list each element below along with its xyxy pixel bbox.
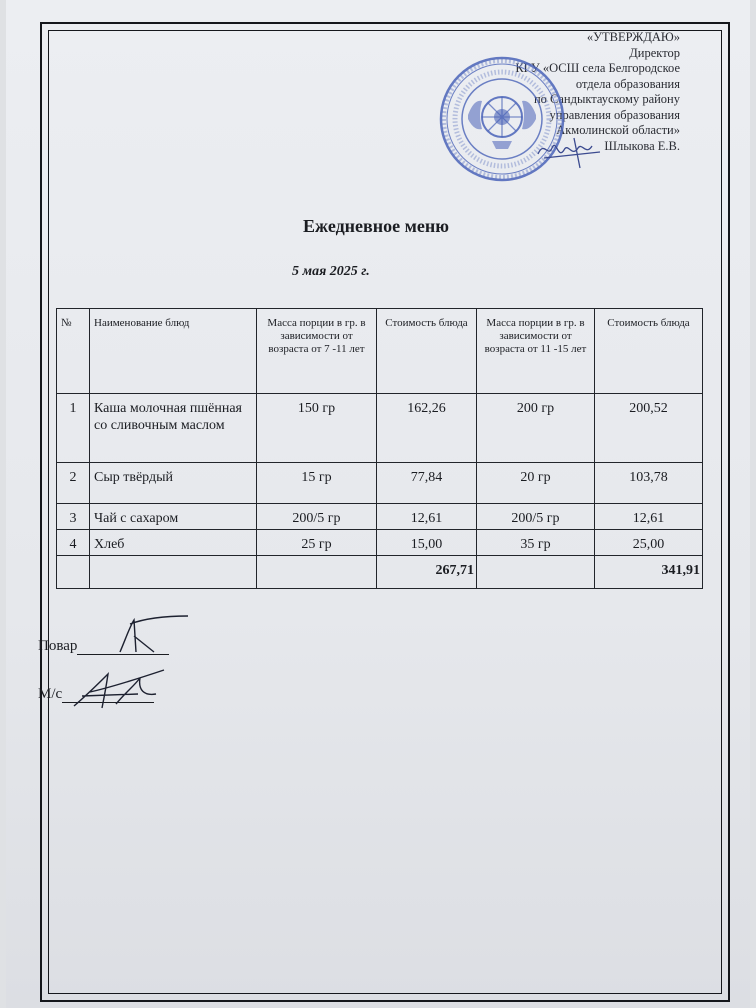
cook-label: Повар — [38, 638, 78, 654]
table-row — [57, 463, 703, 504]
empty-cell — [257, 556, 377, 589]
portion-mass-11-15: 35 гр — [477, 530, 595, 556]
table-row — [57, 394, 703, 463]
menu-date: 5 мая 2025 г. — [292, 264, 370, 279]
row-number: 4 — [57, 530, 90, 556]
portion-mass-7-11: 15 гр — [257, 463, 377, 504]
menu-table — [56, 308, 703, 589]
total-cost-7-11: 267,71 — [377, 556, 477, 589]
approval-line: отдела образования — [575, 76, 680, 91]
portion-mass-7-11: 200/5 гр — [257, 504, 377, 530]
document-sheet — [6, 0, 750, 1008]
nurse-label: М/с — [38, 686, 63, 702]
portion-mass-11-15: 200/5 гр — [477, 504, 595, 530]
total-cost-11-15: 341,91 — [595, 556, 703, 589]
dish-cost-11-15: 12,61 — [595, 504, 703, 530]
dish-cost-11-15: 25,00 — [595, 530, 703, 556]
row-number: 1 — [57, 394, 90, 463]
approval-line: Акмолинской области» — [556, 123, 680, 137]
dish-cost-11-15: 103,78 — [595, 463, 703, 504]
row-number: 3 — [57, 504, 90, 530]
portion-mass-7-11: 150 гр — [257, 394, 377, 463]
table-row — [57, 504, 703, 530]
dish-cost-7-11: 162,26 — [377, 394, 477, 463]
approval-line: по Сандыктаускому району — [533, 92, 680, 106]
empty-cell — [90, 556, 257, 589]
empty-cell — [477, 556, 595, 589]
table-row — [57, 530, 703, 556]
column-header: № — [57, 309, 90, 394]
approval-line: КГУ «ОСШ села Белгородское — [515, 61, 680, 75]
column-header: Масса порции в гр. в зависимости от возраста от 11 -15 лет — [477, 309, 595, 394]
page-title: Ежедневное меню — [303, 216, 449, 236]
column-header: Наименование блюд — [90, 309, 257, 394]
empty-cell — [57, 556, 90, 589]
table-header-row — [57, 309, 703, 394]
totals-row — [57, 556, 703, 589]
column-header: Стоимость блюда — [595, 309, 703, 394]
cook-signature-icon — [106, 612, 196, 662]
portion-mass-11-15: 200 гр — [477, 394, 595, 463]
portion-mass-11-15: 20 гр — [477, 463, 595, 504]
approval-line: Шлыкова Е.В. — [604, 138, 680, 153]
director-signature-icon — [534, 128, 604, 173]
dish-name: Каша молочная пшённая со сливочным маслом — [90, 394, 257, 463]
approval-line: «УТВЕРЖДАЮ» — [586, 30, 680, 44]
portion-mass-7-11: 25 гр — [257, 530, 377, 556]
dish-cost-11-15: 200,52 — [595, 394, 703, 463]
row-number: 2 — [57, 463, 90, 504]
dish-cost-7-11: 15,00 — [377, 530, 477, 556]
dish-name: Сыр твёрдый — [90, 463, 257, 504]
column-header: Масса порции в гр. в зависимости от возраста от 7 -11 лет — [257, 309, 377, 394]
dish-name: Хлеб — [90, 530, 257, 556]
dish-cost-7-11: 77,84 — [377, 463, 477, 504]
approval-line: Директор — [629, 45, 680, 60]
approval-line: управления образования — [549, 107, 680, 122]
dish-cost-7-11: 12,61 — [377, 504, 477, 530]
nurse-signature-icon — [68, 664, 178, 712]
column-header: Стоимость блюда — [377, 309, 477, 394]
dish-name: Чай с сахаром — [90, 504, 257, 530]
